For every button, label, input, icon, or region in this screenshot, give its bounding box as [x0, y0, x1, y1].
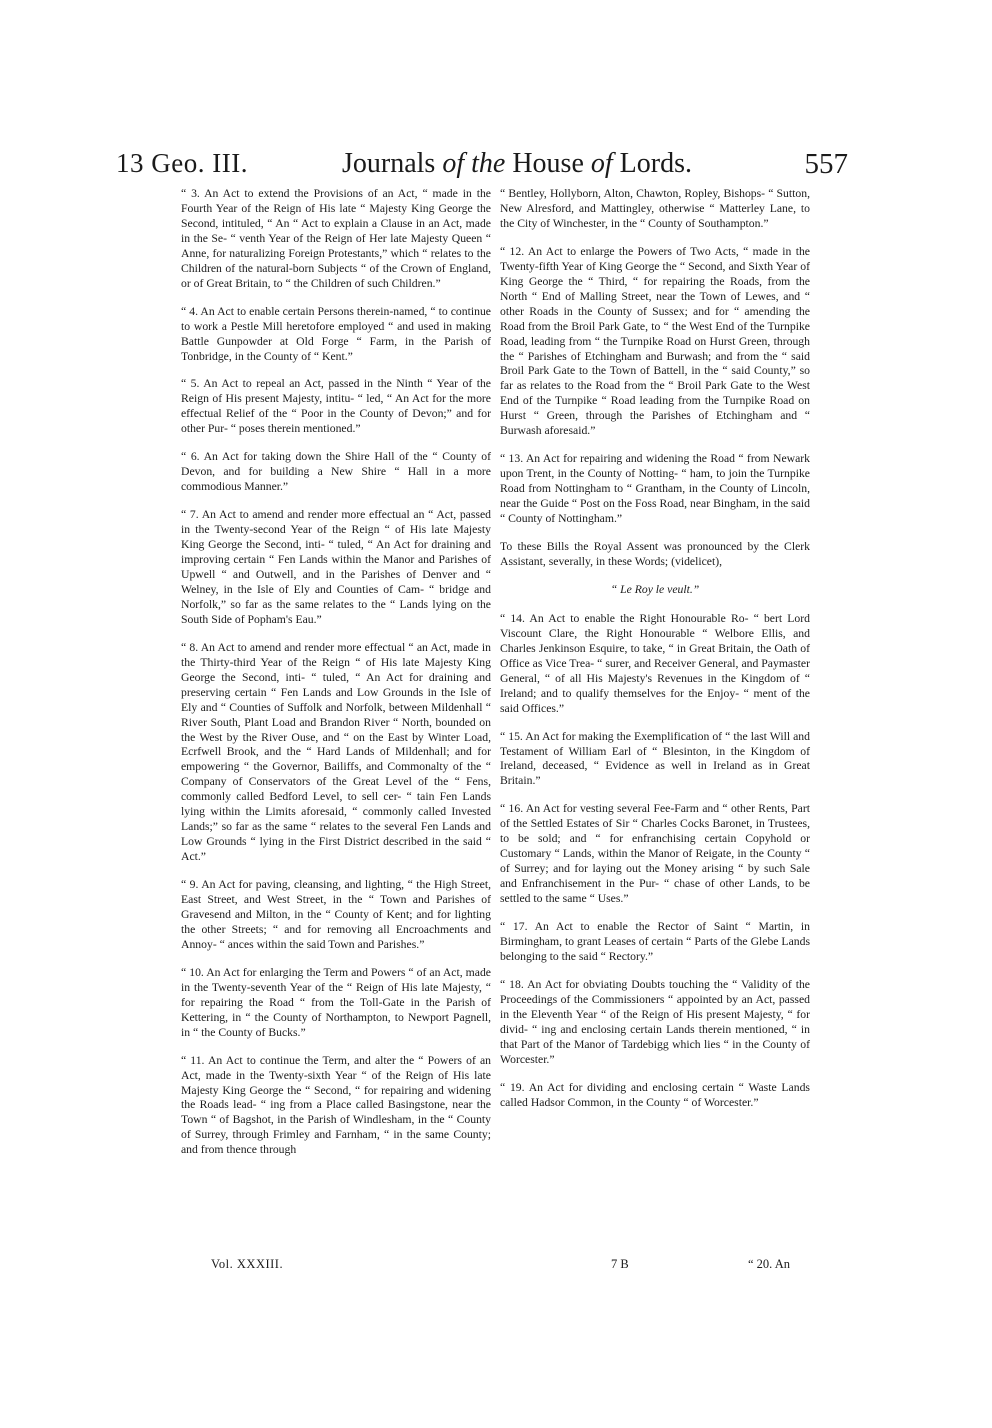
act-7: “ 7. An Act to amend and render more effectual an “ Act, passed in the Twenty-second Year of the Reign “ of His late Majesty King George the Second, inti- “ tuled, “ An Act for draining and improving certain “ Fen Lands within the Manor and Parishes of Upwell “ and Outwell, and in the Parishes of Denver and “ Welney, in the Isle of Ely and Counties of Cam- “ bridge and Norfolk,” so far as the same relates to the “ Lands lying on the South Side of Popham's Eau.”: [181, 508, 491, 626]
act-19: “ 19. An Act for dividing and enclosing certain “ Waste Lands called Hadsor Common, in the County “ of Worcester.”: [500, 1080, 810, 1109]
title-lords: Lords.: [619, 148, 692, 179]
journal-title: [342, 148, 692, 180]
royal-assent-formula: “ Le Roy le veult.”: [610, 582, 700, 596]
title-of-1: of: [442, 148, 465, 179]
catchword: “ 20. An: [748, 1257, 791, 1271]
running-header: [116, 148, 860, 188]
act-11: “ 11. An Act to continue the Term, and alter the “ Powers of an Act, made in the Twenty-sixth Year “ of the Reign of His late Majesty King George the “ Second, “ for repairing and widening the Roads lead- “ ing from a Place called Basingstone, near the Town “ of Bagshot, in the Parish of Windlesham, in the “ County of Surrey, through Frimley and Farnham, “ in the same County; and from thence through: [181, 1053, 491, 1157]
act-16: “ 16. An Act for vesting several Fee-Farm and “ other Rents, Part of the Settled Estates of Sir “ Charles Cocks Baronet, in Trustees, to be sold; and “ for enfranchising certain Copyhold or Customary “ Lands, within the Manor of Reigate, in the County “ of Surrey; and for laying out the Money arising “ by such Sale and Enfranchisement in the Pur- “ chase of other Lands, to be settled to the same “ Uses.”: [500, 802, 810, 906]
title-journals: Journals: [342, 148, 436, 179]
title-house: House: [512, 148, 584, 179]
act-11-continued: “ Bentley, Hollyborn, Alton, Chawton, Ropley, Bishops- “ Sutton, New Alresford, and Mattingley, otherwise “ Matterley Lane, to the City of Winchester, in the “ County of Southampton.”: [500, 187, 810, 230]
page-footer: [181, 1257, 811, 1275]
act-12: “ 12. An Act to enlarge the Powers of Two Acts, “ made in the Twenty-fifth Year of King George the “ Second, and Sixth Year of King George the “ Third, “ for repairing the Roads, from the North “ End of Malling Street, near the Town of Lewes, and “ other Roads in the County of Sussex; and for “ amending the Road from the Broil Park Gate, to “ the West End of the Turnpike Road, leading from “ the Turnpike Road on Hurst Green, through the “ Parishes of Etchingham and Burwash; and from the “ said Broil Park Gate to the Town of Battell, in the “ said County,” so far as relates to the Road from the “ Broil Park Gate to the West End of the Turnpike “ Road leading from the Turnpike Road on Hurst “ Green, through the Parishes of Etchingham and “ Burwash aforesaid.”: [500, 244, 810, 438]
act-14: “ 14. An Act to enable the Right Honourable Ro- “ bert Lord Viscount Clare, the Right Honourable “ Welbore Ellis, and Charles Jenkinson Esquire, to take, “ in Great Britain, the Oath of Office as Vice Trea- “ surer, and Receiver General, and Paymaster General, “ of all His Majesty's Revenues in the Kingdom of “ Ireland; and to qualify themselves for the Enjoy- “ ment of the said Offices.”: [500, 611, 810, 715]
act-8: “ 8. An Act to amend and render more effectual “ an Act, made in the Thirty-third Year of the Reign “ of His late Majesty King George the Second, inti- “ tuled, “ An Act for draining and preserving certain “ Fen Lands and Low Grounds in the Isle of Ely and “ Counties of Suffolk and Norfolk, between Mildenhall “ River South, Plant Load and Brandon River “ North, bounded on the West by the River Ouse, and “ on the East by Winter Load, Ecrfwell Brook, and the “ Hard Lands of Mildenhall; and for empowering “ the Governor, Bailiffs, and Commonalty of the “ Company of Conservators of the Great Level of the “ Fens, commonly called Bedford Level, to sell cer- “ tain Fen Lands lying within the Limits aforesaid, “ commonly called Invested Lands;” so far as the same “ relates to the several Fen Lands and Low Grounds “ lying in the First District described in the said “ Act.”: [181, 640, 491, 864]
title-of-2: of: [590, 148, 613, 179]
left-column: [181, 187, 491, 1171]
page-number: 557: [804, 148, 848, 180]
act-15: “ 15. An Act for making the Exemplification of “ the last Will and Testament of William Earl of “ Blesinton, in the Kingdom of Ireland, deceased, “ Evidence as well in Ireland as in Great Britain.”: [500, 729, 810, 788]
act-13: “ 13. An Act for repairing and widening the Road “ from Newark upon Trent, in the County of Notting- “ ham, to join the Turnpike Road from Nottingham to “ Grantham, in the County of Lincoln, near the Guide “ Post on the Foss Road, near Bingham, in the said “ County of Nottingham.”: [500, 452, 810, 526]
right-column: [500, 187, 810, 1124]
session-label: 13 Geo. III.: [116, 148, 248, 178]
volume-label: Vol. XXXIII.: [211, 1257, 284, 1271]
act-9: “ 9. An Act for paving, cleansing, and lighting, “ the High Street, East Street, and West Street, in the “ Town and Parishes of Gravesend and Milton, in the “ County of Kent; and for lighting the other Streets; “ and for removing all Encroachments and Annoy- “ ances within the said Town and Parishes.”: [181, 878, 491, 951]
act-4: “ 4. An Act to enable certain Persons therein-named, “ to continue to work a Pestle Mill heretofore employed “ and used in making Battle Gunpowder at Old Forge “ Farm, in the Parish of Tonbridge, in the County of “ Kent.”: [181, 304, 491, 363]
act-3: “ 3. An Act to extend the Provisions of an Act, “ made in the Fourth Year of the Reign of His late “ Majesty King George the Second, intituled, “ An “ Act to explain a Clause in an Act, made in the Se- “ venth Year of the Reign of Her late Majesty Queen “ Anne, for naturalizing Foreign Protestants,” which “ relates to the Children of the natural-born Subjects “ of the Crown of England, or of Great Britain, to “ the Children of such Children.”: [181, 187, 491, 290]
act-17: “ 17. An Act to enable the Rector of Saint “ Martin, in Birmingham, to grant Leases of certain “ Parts of the Glebe Lands belonging to the said “ Rectory.”: [500, 920, 810, 963]
act-10: “ 10. An Act for enlarging the Term and Powers “ of an Act, made in the Twenty-seventh Year of the “ Reign of His late Majesty, “ for repairing the Road “ from the Toll-Gate in the Parish of Kettering, in “ the County of Northampton, to Newport Pagnell, in “ the County of Bucks.”: [181, 965, 491, 1039]
act-5: “ 5. An Act to repeal an Act, passed in the Ninth “ Year of the Reign of His present Majesty, intitu- “ led, “ An Act for the more effectual Relief of the “ Poor in the County of Devon;” and for other Pur- “ poses therein mentioned.”: [181, 377, 491, 436]
act-6: “ 6. An Act for taking down the Shire Hall of the “ County of Devon, and for building a New Shire “ Hall in a more commodious Manner.”: [181, 450, 491, 494]
royal-assent-statement: To these Bills the Royal Assent was pronounced by the Clerk Assistant, severally, in these Words; (videlicet),: [500, 540, 810, 568]
signature-mark: 7 B: [611, 1257, 629, 1271]
act-18: “ 18. An Act for obviating Doubts touching the “ Validity of the Proceedings of the Commissioners “ appointed by an Act, passed in the Eleventh Year “ of the Reign of His present Majesty, “ for divid- “ ing and enclosing certain Lands therein mentioned, “ in that Part of the Manor of Tardebigg which lies “ in the County of Worcester.”: [500, 977, 810, 1066]
title-the: the: [471, 148, 506, 179]
